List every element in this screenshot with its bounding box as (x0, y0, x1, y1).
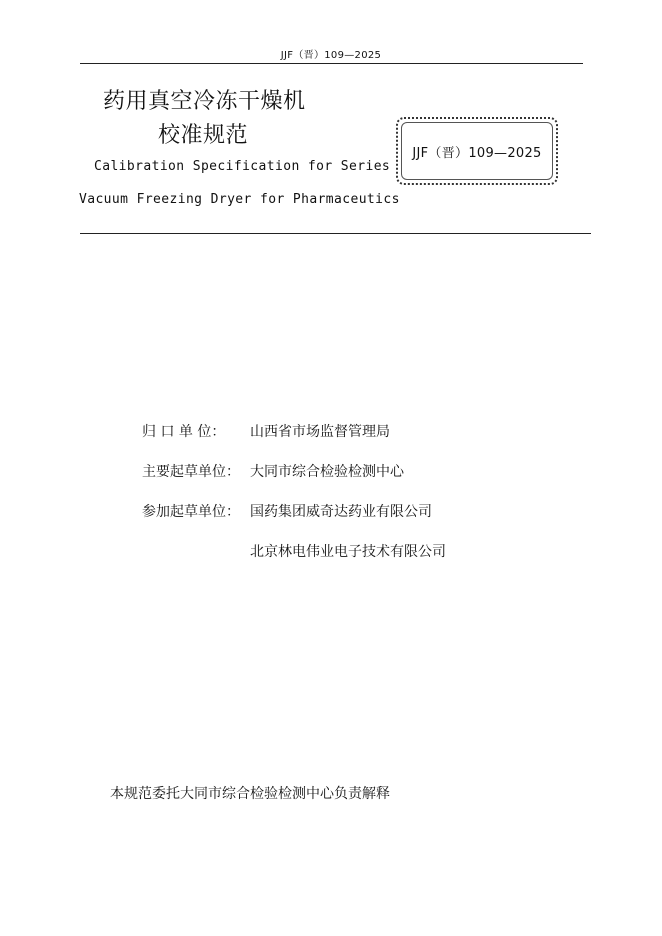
title-divider (80, 233, 591, 234)
responsible-unit-label: 归 口 单 位： (142, 424, 226, 440)
participating-drafter-row (142, 501, 432, 521)
responsible-unit-row (142, 421, 390, 441)
participating-drafter-value-2: 北京林电伟业电子技术有限公司 (250, 544, 446, 560)
running-header-code: JJF（晋）109—2025 (280, 50, 382, 61)
main-drafter-value: 大同市综合检验检测中心 (250, 464, 404, 480)
title-chinese-line2: 校准规范 (158, 123, 249, 148)
main-drafter-label: 主要起草单位： (142, 464, 240, 480)
participating-drafter-label: 参加起草单位： (142, 504, 240, 520)
title-chinese-line1: 药用真空冷冻干燥机 (103, 89, 306, 114)
header-divider (80, 63, 583, 64)
title-english-line1: Calibration Specification for Series (94, 159, 391, 174)
main-drafter-row (142, 461, 404, 481)
title-english-line2: Vacuum Freezing Dryer for Pharmaceutics (79, 192, 400, 207)
participating-drafter-row-2 (142, 541, 446, 561)
standard-code-text: JJF（晋）109—2025 (412, 145, 542, 161)
interpretation-note: 本规范委托大同市综合检验检测中心负责解释 (110, 786, 390, 802)
responsible-unit-value: 山西省市场监督管理局 (250, 424, 390, 440)
standard-code-box (396, 117, 558, 185)
participating-drafter-value-1: 国药集团威奇达药业有限公司 (250, 504, 432, 520)
